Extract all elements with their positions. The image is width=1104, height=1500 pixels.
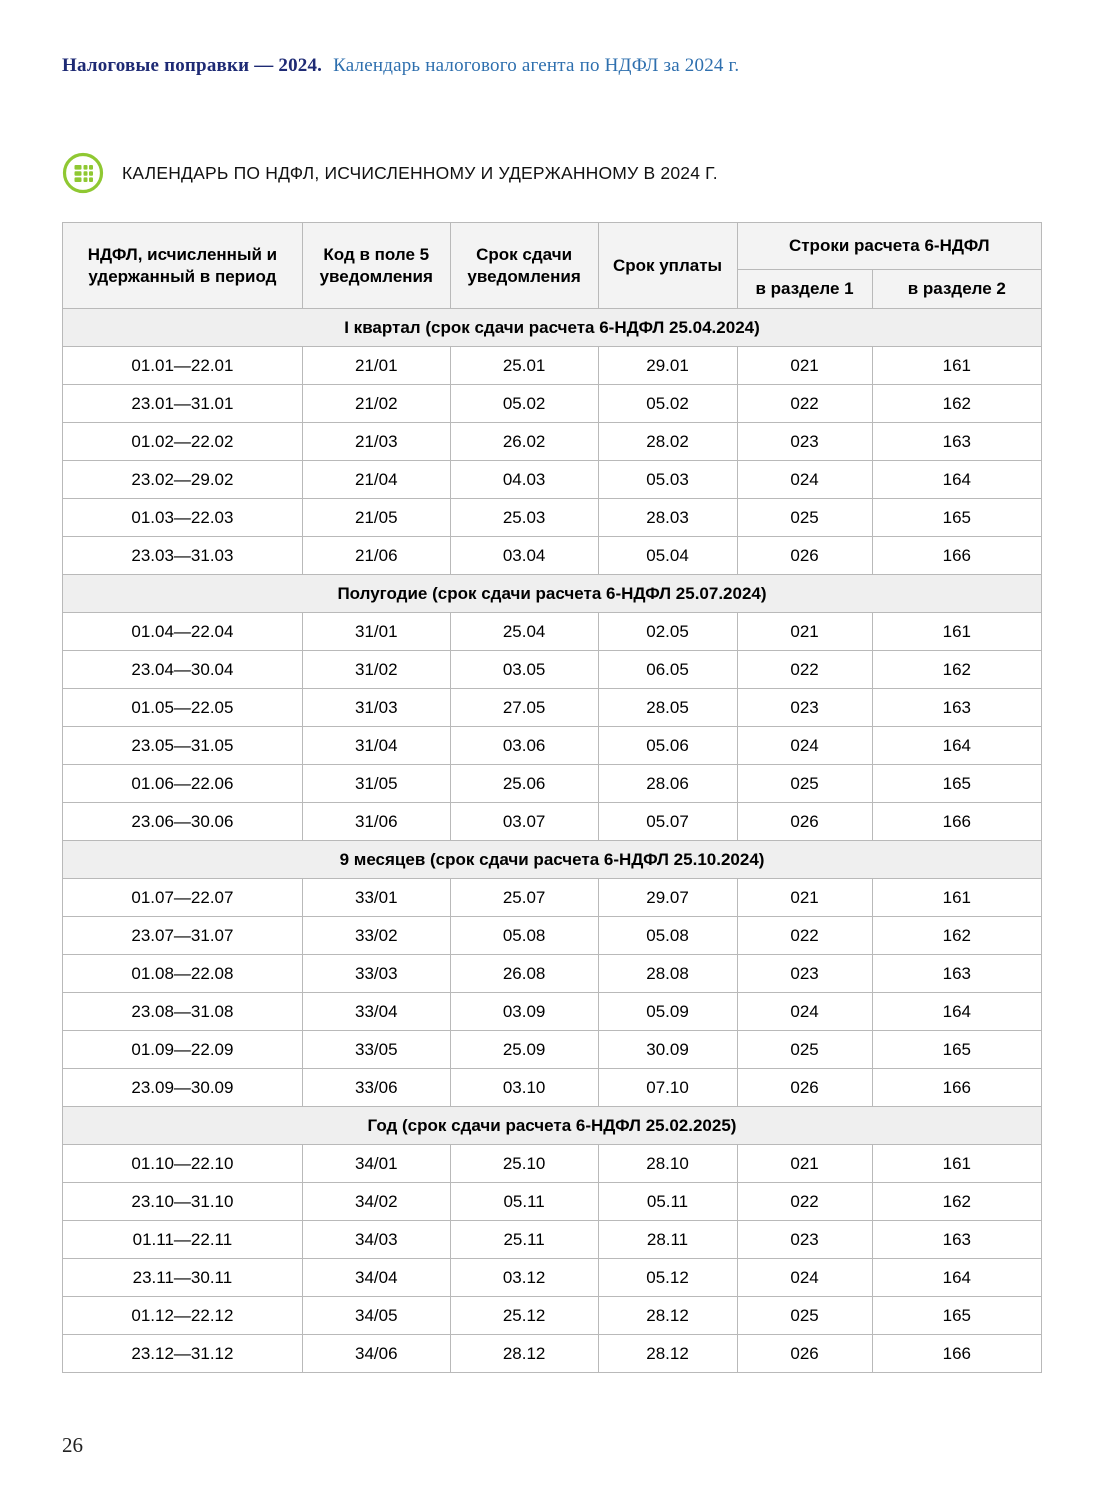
table-cell: 03.07: [450, 803, 598, 841]
table-cell: 07.10: [598, 1069, 737, 1107]
table-cell: 03.04: [450, 537, 598, 575]
table-cell: 30.09: [598, 1031, 737, 1069]
table-cell: 165: [872, 499, 1041, 537]
table-cell: 25.06: [450, 765, 598, 803]
table-cell: 05.08: [598, 917, 737, 955]
table-cell: 21/05: [302, 499, 450, 537]
table-cell: 022: [737, 917, 872, 955]
table-row: [63, 917, 1042, 955]
table-row: [63, 499, 1042, 537]
table-row: [63, 1259, 1042, 1297]
section-title: КАЛЕНДАРЬ ПО НДФЛ, ИСЧИСЛЕННОМУ И УДЕРЖАННОМУ В 2024 Г.: [122, 162, 718, 183]
table-section-header: [63, 309, 1042, 347]
table-cell: 164: [872, 727, 1041, 765]
table-cell: 022: [737, 385, 872, 423]
table-cell: 026: [737, 537, 872, 575]
table-cell: 34/06: [302, 1335, 450, 1373]
table-cell: 31/03: [302, 689, 450, 727]
table-cell: 31/06: [302, 803, 450, 841]
table-section-header: [63, 841, 1042, 879]
table-cell: 026: [737, 803, 872, 841]
table-cell: 27.05: [450, 689, 598, 727]
table-section-title: Полугодие (срок сдачи расчета 6-НДФЛ 25.07.2024): [63, 575, 1042, 613]
table-cell: 025: [737, 499, 872, 537]
table-cell: 23.08—31.08: [63, 993, 303, 1031]
table-cell: 161: [872, 879, 1041, 917]
table-cell: 021: [737, 613, 872, 651]
table-cell: 31/04: [302, 727, 450, 765]
section-heading: [62, 152, 1042, 194]
table-cell: 28.08: [598, 955, 737, 993]
table-section-header: [63, 1107, 1042, 1145]
table-cell: 161: [872, 613, 1041, 651]
table-cell: 024: [737, 727, 872, 765]
table-row: [63, 1221, 1042, 1259]
table-cell: 23.02—29.02: [63, 461, 303, 499]
table-cell: 33/06: [302, 1069, 450, 1107]
table-cell: 31/01: [302, 613, 450, 651]
table-cell: 02.05: [598, 613, 737, 651]
table-cell: 05.11: [598, 1183, 737, 1221]
table-cell: 022: [737, 1183, 872, 1221]
table-row: [63, 1335, 1042, 1373]
table-cell: 166: [872, 803, 1041, 841]
table-row: [63, 1069, 1042, 1107]
table-cell: 01.10—22.10: [63, 1145, 303, 1183]
table-section-title: 9 месяцев (срок сдачи расчета 6-НДФЛ 25.10.2024): [63, 841, 1042, 879]
table-cell: 01.05—22.05: [63, 689, 303, 727]
table-row: [63, 765, 1042, 803]
table-cell: 024: [737, 1259, 872, 1297]
table-cell: 03.09: [450, 993, 598, 1031]
table-cell: 01.12—22.12: [63, 1297, 303, 1335]
col-header-period: НДФЛ, исчисленный и удержанный в период: [63, 223, 303, 309]
table-cell: 162: [872, 651, 1041, 689]
table-cell: 03.12: [450, 1259, 598, 1297]
table-cell: 29.07: [598, 879, 737, 917]
breadcrumb-subtitle: Календарь налогового агента по НДФЛ за 2024 г.: [333, 55, 740, 76]
table-section-title: Год (срок сдачи расчета 6-НДФЛ 25.02.2025): [63, 1107, 1042, 1145]
table-cell: 34/02: [302, 1183, 450, 1221]
table-cell: 023: [737, 689, 872, 727]
col-header-notice-deadline: Срок сдачи уведомления: [450, 223, 598, 309]
table-cell: 23.09—30.09: [63, 1069, 303, 1107]
table-cell: 05.07: [598, 803, 737, 841]
table-cell: 25.03: [450, 499, 598, 537]
table-cell: 162: [872, 385, 1041, 423]
table-row: [63, 651, 1042, 689]
table-cell: 05.06: [598, 727, 737, 765]
table-cell: 022: [737, 651, 872, 689]
table-cell: 23.01—31.01: [63, 385, 303, 423]
table-cell: 163: [872, 955, 1041, 993]
table-cell: 05.02: [450, 385, 598, 423]
table-row: [63, 423, 1042, 461]
table-cell: 26.08: [450, 955, 598, 993]
table-cell: 01.02—22.02: [63, 423, 303, 461]
table-cell: 026: [737, 1335, 872, 1373]
table-grid-icon: [62, 152, 104, 194]
table-cell: 021: [737, 1145, 872, 1183]
table-row: [63, 385, 1042, 423]
table-cell: 25.10: [450, 1145, 598, 1183]
table-cell: 023: [737, 955, 872, 993]
table-cell: 23.04—30.04: [63, 651, 303, 689]
table-cell: 01.01—22.01: [63, 347, 303, 385]
table-cell: 163: [872, 423, 1041, 461]
col-header-section1: в разделе 1: [737, 270, 872, 309]
table-row: [63, 1031, 1042, 1069]
table-cell: 21/04: [302, 461, 450, 499]
table-cell: 21/06: [302, 537, 450, 575]
table-cell: 164: [872, 993, 1041, 1031]
table-row: [63, 461, 1042, 499]
table-cell: 34/04: [302, 1259, 450, 1297]
table-row: [63, 727, 1042, 765]
table-cell: 05.11: [450, 1183, 598, 1221]
table-cell: 05.02: [598, 385, 737, 423]
table-cell: 025: [737, 1031, 872, 1069]
table-cell: 163: [872, 689, 1041, 727]
table-cell: 05.08: [450, 917, 598, 955]
table-cell: 28.11: [598, 1221, 737, 1259]
table-cell: 163: [872, 1221, 1041, 1259]
table-cell: 33/01: [302, 879, 450, 917]
table-cell: 28.12: [598, 1335, 737, 1373]
table-cell: 01.03—22.03: [63, 499, 303, 537]
table-cell: 25.07: [450, 879, 598, 917]
table-row: [63, 347, 1042, 385]
table-cell: 28.12: [598, 1297, 737, 1335]
table-header: [63, 223, 1042, 309]
table-row: [63, 1297, 1042, 1335]
table-cell: 25.09: [450, 1031, 598, 1069]
table-row: [63, 993, 1042, 1031]
table-row: [63, 537, 1042, 575]
table-cell: 28.05: [598, 689, 737, 727]
table-cell: 05.04: [598, 537, 737, 575]
table-cell: 29.01: [598, 347, 737, 385]
table-cell: 164: [872, 1259, 1041, 1297]
table-cell: 25.12: [450, 1297, 598, 1335]
table-row: [63, 1145, 1042, 1183]
table-row: [63, 955, 1042, 993]
table-cell: 165: [872, 1031, 1041, 1069]
table-cell: 164: [872, 461, 1041, 499]
table-cell: 33/02: [302, 917, 450, 955]
table-cell: 33/05: [302, 1031, 450, 1069]
table-section-title: I квартал (срок сдачи расчета 6-НДФЛ 25.04.2024): [63, 309, 1042, 347]
table-cell: 05.09: [598, 993, 737, 1031]
table-cell: 01.07—22.07: [63, 879, 303, 917]
table-cell: 06.05: [598, 651, 737, 689]
table-cell: 04.03: [450, 461, 598, 499]
table-cell: 01.08—22.08: [63, 955, 303, 993]
table-cell: 024: [737, 993, 872, 1031]
ndfl-calendar-table: [62, 222, 1042, 1373]
col-header-lines-group: Строки расчета 6-НДФЛ: [737, 223, 1041, 270]
table-cell: 01.11—22.11: [63, 1221, 303, 1259]
table-cell: 01.04—22.04: [63, 613, 303, 651]
table-cell: 21/02: [302, 385, 450, 423]
table-cell: 28.06: [598, 765, 737, 803]
table-row: [63, 1183, 1042, 1221]
breadcrumb-title: Налоговые поправки — 2024.: [62, 55, 323, 76]
table-cell: 28.12: [450, 1335, 598, 1373]
table-cell: 166: [872, 537, 1041, 575]
table-cell: 03.06: [450, 727, 598, 765]
table-cell: 165: [872, 765, 1041, 803]
table-cell: 23.10—31.10: [63, 1183, 303, 1221]
table-cell: 23.11—30.11: [63, 1259, 303, 1297]
table-row: [63, 613, 1042, 651]
table-row: [63, 879, 1042, 917]
table-cell: 024: [737, 461, 872, 499]
col-header-payment-deadline: Срок уплаты: [598, 223, 737, 309]
table-cell: 161: [872, 347, 1041, 385]
table-cell: 05.12: [598, 1259, 737, 1297]
table-cell: 25.11: [450, 1221, 598, 1259]
table-cell: 28.10: [598, 1145, 737, 1183]
table-cell: 03.10: [450, 1069, 598, 1107]
table-cell: 01.09—22.09: [63, 1031, 303, 1069]
table-cell: 34/01: [302, 1145, 450, 1183]
table-cell: 162: [872, 1183, 1041, 1221]
table-cell: 31/05: [302, 765, 450, 803]
table-cell: 03.05: [450, 651, 598, 689]
table-cell: 33/04: [302, 993, 450, 1031]
table-cell: 25.04: [450, 613, 598, 651]
table-cell: 021: [737, 879, 872, 917]
table-cell: 21/01: [302, 347, 450, 385]
table-cell: 162: [872, 917, 1041, 955]
table-cell: 23.06—30.06: [63, 803, 303, 841]
col-header-code: Код в поле 5 уведомления: [302, 223, 450, 309]
table-cell: 023: [737, 1221, 872, 1259]
table-cell: 23.03—31.03: [63, 537, 303, 575]
table-cell: 165: [872, 1297, 1041, 1335]
table-cell: 023: [737, 423, 872, 461]
table-cell: 026: [737, 1069, 872, 1107]
table-cell: 025: [737, 1297, 872, 1335]
table-cell: 01.06—22.06: [63, 765, 303, 803]
breadcrumb: [62, 55, 739, 77]
table-cell: 05.03: [598, 461, 737, 499]
table-cell: 21/03: [302, 423, 450, 461]
table-cell: 34/05: [302, 1297, 450, 1335]
table-cell: 31/02: [302, 651, 450, 689]
table-cell: 23.07—31.07: [63, 917, 303, 955]
table-cell: 161: [872, 1145, 1041, 1183]
table-cell: 23.05—31.05: [63, 727, 303, 765]
table-cell: 166: [872, 1069, 1041, 1107]
table-section-header: [63, 575, 1042, 613]
table-cell: 26.02: [450, 423, 598, 461]
table-cell: 28.02: [598, 423, 737, 461]
table-cell: 025: [737, 765, 872, 803]
table-cell: 28.03: [598, 499, 737, 537]
table-row: [63, 803, 1042, 841]
table-cell: 25.01: [450, 347, 598, 385]
table-cell: 021: [737, 347, 872, 385]
page-number: 26: [62, 1433, 83, 1457]
col-header-section2: в разделе 2: [872, 270, 1041, 309]
table-cell: 166: [872, 1335, 1041, 1373]
table-body: [63, 309, 1042, 1373]
table-cell: 33/03: [302, 955, 450, 993]
table-cell: 34/03: [302, 1221, 450, 1259]
table-row: [63, 689, 1042, 727]
table-cell: 23.12—31.12: [63, 1335, 303, 1373]
